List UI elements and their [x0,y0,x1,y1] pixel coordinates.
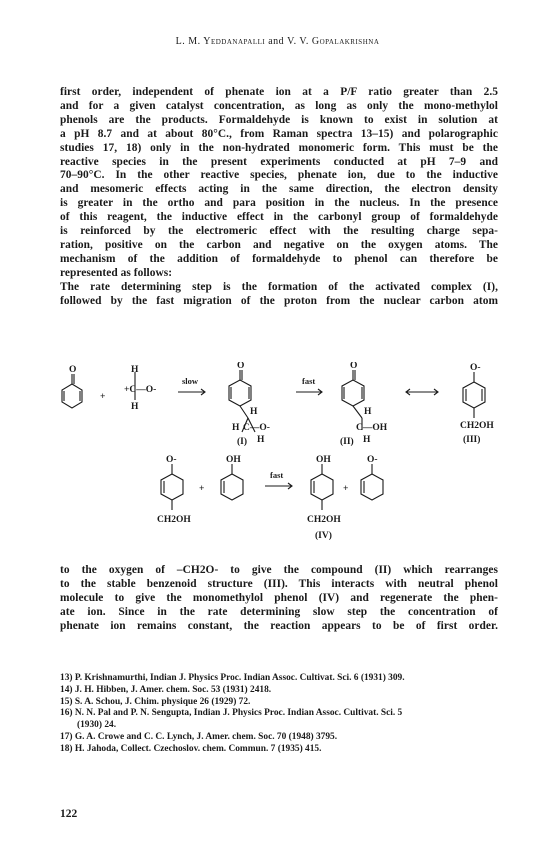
atom-label: O- [166,455,177,465]
text-line: and mesomeric effects acting in the same direction, the electron density [60,183,498,196]
body-paragraph-1 [60,86,498,309]
c-oh-label: C—OH [356,423,388,433]
footnote: 13) P. Krishnamurthi, Indian J. Physics Proc. Indian Assoc. Cultivat. Sci. 6 (1931) 309. [60,673,405,683]
text-line: phenate ion remains constant, the reaction appears to be of first order. [60,619,498,632]
atom-label: H [232,423,240,433]
text-line: a pH 8.7 and at about 80°C., from Raman spectra 13–15) and polarographic [60,127,498,140]
ch2oh-label: CH2OH [157,515,191,525]
running-header [0,36,555,47]
footnotes [60,673,498,756]
text-line: phenols are the products. Formaldehyde is known to exist in solution at [60,113,498,126]
page-number: 122 [60,808,78,820]
text-line: is greater in the ortho and para position in the nucleus. In the presence [60,197,498,210]
footnote: 14) J. H. Hibben, J. Amer. chem. Soc. 53 (1931) 2418. [60,684,272,695]
text-line: reactive species in the present experiments conducted at pH 7–9 and [60,155,498,168]
footnote: 17) G. A. Crowe and C. C. Lynch, J. Amer. chem. Soc. 70 (1948) 3795. [60,731,338,742]
text-line: and for a given catalyst concentration, as long as only the mono-methylol [60,99,498,112]
atom-label: H [131,365,139,375]
compound-label-II: (II) [340,437,354,447]
atom-label: O- [367,455,378,465]
header-and: and [268,36,285,47]
compound-label-I: (I) [237,437,248,447]
author-2: V. V. Gopalakrishna [287,36,380,47]
text-line: to the stable benzenoid structure (III). This interacts with neutral phenol [60,577,498,590]
atom-label: H [250,407,258,417]
footnote: 18) H. Jahoda, Collect. Czechoslov. chem. Commun. 7 (1935) 415. [60,743,322,754]
author-1: L. M. Yeddanapalli [175,36,266,47]
text-line: ate ion. Since in the rate determining slow step the concentration of [60,605,498,618]
text-line: is reinforced by the electromeric effect with the resulting charge sepa- [60,225,498,238]
fast-label: fast [302,376,316,386]
atom-label: OH [226,455,241,465]
atom-label: OH [316,455,331,465]
text-line: molecule to give the monomethylol phenol (IV) and regenerate the phen- [60,591,498,604]
reaction-scheme [60,362,500,562]
text-line: to the oxygen of –CH2O- to give the compound (II) which rearranges [60,564,498,576]
text-line: represented as follows: [60,266,173,279]
text-line: followed by the fast migration of the proton from the nuclear carbon atom [60,294,498,307]
text-line: mechanism of the addition of formaldehyde to phenol can therefore be [60,252,498,265]
atom-label: O [237,362,245,371]
compound-label-IV: (IV) [315,531,332,541]
atom-label: H [363,435,371,445]
atom-label: H [257,435,265,445]
text-line: ration, positive on the carbon and negative on the oxygen atoms. The [60,238,498,251]
atom-label: O- [470,363,481,373]
plus-sign: + [343,484,349,494]
ch2oh-label: CH2OH [460,421,494,431]
slow-label: slow [182,376,199,386]
text-line: 70–90°C. In the other reactive species, phenate ion, due to the inductive [60,169,498,182]
text-line: first order, independent of phenate ion at a P/F ratio greater than 2.5 [60,86,498,98]
fast-label-2: fast [270,470,284,480]
text-line: The rate determining step is the formation of the activated complex (I), [60,280,498,293]
formaldehyde-label: +C—O- [124,385,157,395]
atom-label: O [350,362,358,371]
atom-label: H [364,407,372,417]
ch2oh-label: CH2OH [307,515,341,525]
plus-sign: + [100,392,106,402]
footnote: 15) S. A. Schou, J. Chim. physique 26 (1929) 72. [60,696,251,707]
footnote: 16) N. N. Pal and P. N. Sengupta, Indian J. Physics Proc. Indian Assoc. Cultivat. Sci. 5 [60,708,403,719]
footnote-continuation: (1930) 24. [77,720,117,731]
text-line: studies 17, 18) only in the non-hydrated monomeric form. This must be the [60,141,498,154]
body-paragraph-2 [60,564,498,634]
atom-label: H [131,402,139,412]
atom-label: O [69,365,77,375]
compound-label-III: (III) [463,435,481,445]
c-o-label: C—O- [243,423,270,433]
text-line: of this reagent, the inductive effect in the carbonyl group of formaldehyde [60,211,498,224]
plus-sign: + [199,484,205,494]
